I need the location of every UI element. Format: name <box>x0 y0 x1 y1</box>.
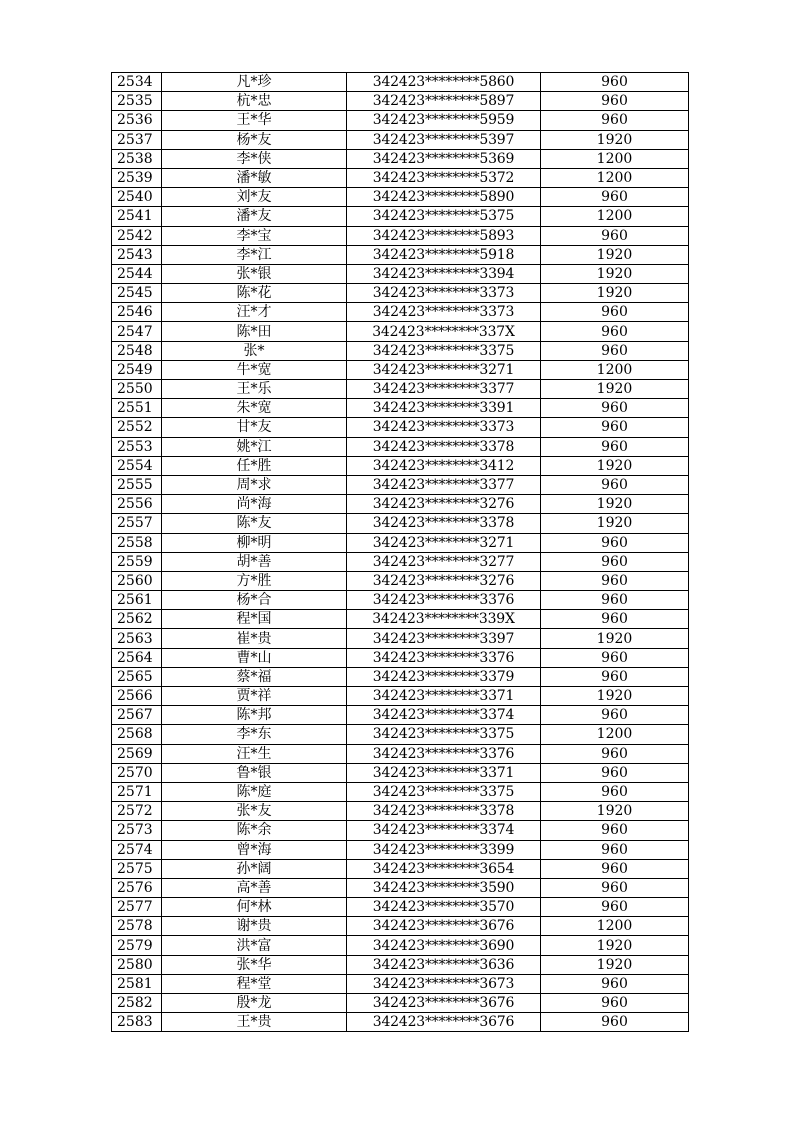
amount-cell: 960 <box>541 763 689 782</box>
table-row <box>112 552 689 571</box>
row-number-cell: 2576 <box>112 878 162 897</box>
row-number-cell: 2582 <box>112 994 162 1013</box>
name-cell: 曾*海 <box>162 840 347 859</box>
id-number-cell: 342423********3378 <box>347 437 541 456</box>
id-number-cell: 342423********3377 <box>347 475 541 494</box>
name-cell: 何*林 <box>162 898 347 917</box>
id-number-cell: 342423********3371 <box>347 687 541 706</box>
id-number-cell: 342423********3654 <box>347 859 541 878</box>
row-number-cell: 2549 <box>112 360 162 379</box>
name-cell: 王*贵 <box>162 1013 347 1032</box>
name-cell: 姚*江 <box>162 437 347 456</box>
row-number-cell: 2581 <box>112 974 162 993</box>
id-number-cell: 342423********3271 <box>347 360 541 379</box>
name-cell: 李*江 <box>162 245 347 264</box>
id-number-cell: 342423********5959 <box>347 111 541 130</box>
id-number-cell: 342423********3376 <box>347 648 541 667</box>
amount-cell: 1920 <box>541 802 689 821</box>
amount-cell: 1920 <box>541 264 689 283</box>
id-number-cell: 342423********3690 <box>347 936 541 955</box>
table-row <box>112 188 689 207</box>
table-row <box>112 341 689 360</box>
table-row <box>112 667 689 686</box>
name-cell: 程*堂 <box>162 974 347 993</box>
amount-cell: 960 <box>541 744 689 763</box>
id-number-cell: 342423********3676 <box>347 994 541 1013</box>
name-cell: 张*银 <box>162 264 347 283</box>
row-number-cell: 2580 <box>112 955 162 974</box>
row-number-cell: 2569 <box>112 744 162 763</box>
amount-cell: 960 <box>541 898 689 917</box>
amount-cell: 1920 <box>541 955 689 974</box>
table-row <box>112 92 689 111</box>
amount-cell: 960 <box>541 92 689 111</box>
table-row <box>112 898 689 917</box>
id-number-cell: 342423********3676 <box>347 1013 541 1032</box>
id-number-cell: 342423********3276 <box>347 495 541 514</box>
id-number-cell: 342423********5897 <box>347 92 541 111</box>
amount-cell: 960 <box>541 303 689 322</box>
name-cell: 王*华 <box>162 111 347 130</box>
table-row <box>112 322 689 341</box>
id-number-cell: 342423********3412 <box>347 456 541 475</box>
table-row <box>112 974 689 993</box>
row-number-cell: 2556 <box>112 495 162 514</box>
row-number-cell: 2558 <box>112 533 162 552</box>
name-cell: 陈*庭 <box>162 782 347 801</box>
table-row <box>112 437 689 456</box>
row-number-cell: 2544 <box>112 264 162 283</box>
amount-cell: 960 <box>541 591 689 610</box>
row-number-cell: 2540 <box>112 188 162 207</box>
name-cell: 牛*宽 <box>162 360 347 379</box>
row-number-cell: 2543 <box>112 245 162 264</box>
row-number-cell: 2554 <box>112 456 162 475</box>
name-cell: 汪*生 <box>162 744 347 763</box>
table-row <box>112 859 689 878</box>
row-number-cell: 2547 <box>112 322 162 341</box>
row-number-cell: 2553 <box>112 437 162 456</box>
data-table <box>111 72 689 1032</box>
table-row <box>112 245 689 264</box>
table-row <box>112 610 689 629</box>
amount-cell: 960 <box>541 706 689 725</box>
amount-cell: 960 <box>541 821 689 840</box>
table-row <box>112 763 689 782</box>
table-row <box>112 495 689 514</box>
row-number-cell: 2552 <box>112 418 162 437</box>
amount-cell: 960 <box>541 111 689 130</box>
amount-cell: 960 <box>541 648 689 667</box>
row-number-cell: 2559 <box>112 552 162 571</box>
id-number-cell: 342423********3373 <box>347 284 541 303</box>
amount-cell: 1200 <box>541 168 689 187</box>
id-number-cell: 342423********3399 <box>347 840 541 859</box>
id-number-cell: 342423********5918 <box>347 245 541 264</box>
amount-cell: 960 <box>541 974 689 993</box>
name-cell: 杭*忠 <box>162 92 347 111</box>
amount-cell: 960 <box>541 226 689 245</box>
table-row <box>112 936 689 955</box>
id-number-cell: 342423********3277 <box>347 552 541 571</box>
table-row <box>112 840 689 859</box>
name-cell: 王*乐 <box>162 380 347 399</box>
name-cell: 陈*邦 <box>162 706 347 725</box>
amount-cell: 960 <box>541 341 689 360</box>
id-number-cell: 342423********3376 <box>347 744 541 763</box>
table-row <box>112 802 689 821</box>
amount-cell: 1920 <box>541 936 689 955</box>
table-row <box>112 648 689 667</box>
id-number-cell: 342423********3373 <box>347 418 541 437</box>
name-cell: 潘*友 <box>162 207 347 226</box>
amount-cell: 960 <box>541 322 689 341</box>
table-row <box>112 782 689 801</box>
amount-cell: 1920 <box>541 687 689 706</box>
row-number-cell: 2535 <box>112 92 162 111</box>
table-row <box>112 303 689 322</box>
row-number-cell: 2542 <box>112 226 162 245</box>
row-number-cell: 2583 <box>112 1013 162 1032</box>
name-cell: 陈*花 <box>162 284 347 303</box>
row-number-cell: 2561 <box>112 591 162 610</box>
row-number-cell: 2568 <box>112 725 162 744</box>
amount-cell: 960 <box>541 475 689 494</box>
name-cell: 李*宝 <box>162 226 347 245</box>
row-number-cell: 2551 <box>112 399 162 418</box>
row-number-cell: 2541 <box>112 207 162 226</box>
id-number-cell: 342423********339X <box>347 610 541 629</box>
id-number-cell: 342423********3378 <box>347 802 541 821</box>
table-row <box>112 955 689 974</box>
name-cell: 洪*富 <box>162 936 347 955</box>
id-number-cell: 342423********5369 <box>347 149 541 168</box>
amount-cell: 1200 <box>541 360 689 379</box>
name-cell: 殷*龙 <box>162 994 347 1013</box>
row-number-cell: 2567 <box>112 706 162 725</box>
amount-cell: 1200 <box>541 149 689 168</box>
name-cell: 张* <box>162 341 347 360</box>
row-number-cell: 2573 <box>112 821 162 840</box>
id-number-cell: 342423********3378 <box>347 514 541 533</box>
row-number-cell: 2563 <box>112 629 162 648</box>
name-cell: 贾*祥 <box>162 687 347 706</box>
table-row <box>112 744 689 763</box>
table-row <box>112 168 689 187</box>
id-number-cell: 342423********3570 <box>347 898 541 917</box>
row-number-cell: 2564 <box>112 648 162 667</box>
name-cell: 谢*贵 <box>162 917 347 936</box>
name-cell: 张*友 <box>162 802 347 821</box>
amount-cell: 1920 <box>541 456 689 475</box>
row-number-cell: 2538 <box>112 149 162 168</box>
table-row <box>112 629 689 648</box>
table-row <box>112 1013 689 1032</box>
name-cell: 杨*友 <box>162 130 347 149</box>
name-cell: 刘*友 <box>162 188 347 207</box>
amount-cell: 1200 <box>541 207 689 226</box>
name-cell: 尚*海 <box>162 495 347 514</box>
name-cell: 潘*敏 <box>162 168 347 187</box>
table-row <box>112 456 689 475</box>
amount-cell: 1920 <box>541 245 689 264</box>
row-number-cell: 2555 <box>112 475 162 494</box>
name-cell: 李*东 <box>162 725 347 744</box>
table-row <box>112 475 689 494</box>
table-row <box>112 149 689 168</box>
row-number-cell: 2548 <box>112 341 162 360</box>
amount-cell: 1200 <box>541 917 689 936</box>
name-cell: 崔*贵 <box>162 629 347 648</box>
table-row <box>112 360 689 379</box>
name-cell: 柳*明 <box>162 533 347 552</box>
table-row <box>112 706 689 725</box>
row-number-cell: 2546 <box>112 303 162 322</box>
name-cell: 陈*田 <box>162 322 347 341</box>
row-number-cell: 2566 <box>112 687 162 706</box>
amount-cell: 960 <box>541 437 689 456</box>
id-number-cell: 342423********3377 <box>347 380 541 399</box>
row-number-cell: 2557 <box>112 514 162 533</box>
amount-cell: 960 <box>541 73 689 92</box>
row-number-cell: 2575 <box>112 859 162 878</box>
row-number-cell: 2550 <box>112 380 162 399</box>
id-number-cell: 342423********5397 <box>347 130 541 149</box>
id-number-cell: 342423********3391 <box>347 399 541 418</box>
amount-cell: 960 <box>541 782 689 801</box>
row-number-cell: 2572 <box>112 802 162 821</box>
name-cell: 程*国 <box>162 610 347 629</box>
id-number-cell: 342423********3276 <box>347 571 541 590</box>
name-cell: 方*胜 <box>162 571 347 590</box>
id-number-cell: 342423********3374 <box>347 821 541 840</box>
id-number-cell: 342423********3379 <box>347 667 541 686</box>
amount-cell: 960 <box>541 840 689 859</box>
amount-cell: 960 <box>541 188 689 207</box>
id-number-cell: 342423********5375 <box>347 207 541 226</box>
row-number-cell: 2534 <box>112 73 162 92</box>
id-number-cell: 342423********3375 <box>347 782 541 801</box>
name-cell: 陈*友 <box>162 514 347 533</box>
name-cell: 李*侠 <box>162 149 347 168</box>
amount-cell: 960 <box>541 418 689 437</box>
table-row <box>112 514 689 533</box>
amount-cell: 1920 <box>541 130 689 149</box>
table-row <box>112 687 689 706</box>
table-row <box>112 418 689 437</box>
table-row <box>112 878 689 897</box>
amount-cell: 960 <box>541 610 689 629</box>
name-cell: 胡*善 <box>162 552 347 571</box>
row-number-cell: 2571 <box>112 782 162 801</box>
row-number-cell: 2545 <box>112 284 162 303</box>
id-number-cell: 342423********3590 <box>347 878 541 897</box>
amount-cell: 960 <box>541 571 689 590</box>
id-number-cell: 342423********3375 <box>347 725 541 744</box>
amount-cell: 1920 <box>541 495 689 514</box>
amount-cell: 1200 <box>541 725 689 744</box>
table-row <box>112 994 689 1013</box>
table-row <box>112 73 689 92</box>
name-cell: 甘*友 <box>162 418 347 437</box>
table-row <box>112 207 689 226</box>
amount-cell: 1920 <box>541 380 689 399</box>
id-number-cell: 342423********3673 <box>347 974 541 993</box>
row-number-cell: 2574 <box>112 840 162 859</box>
amount-cell: 960 <box>541 878 689 897</box>
amount-cell: 960 <box>541 1013 689 1032</box>
name-cell: 凡*珍 <box>162 73 347 92</box>
row-number-cell: 2579 <box>112 936 162 955</box>
id-number-cell: 342423********3373 <box>347 303 541 322</box>
name-cell: 曹*山 <box>162 648 347 667</box>
name-cell: 任*胜 <box>162 456 347 475</box>
name-cell: 鲁*银 <box>162 763 347 782</box>
amount-cell: 1920 <box>541 514 689 533</box>
amount-cell: 960 <box>541 552 689 571</box>
name-cell: 朱*宽 <box>162 399 347 418</box>
name-cell: 杨*合 <box>162 591 347 610</box>
id-number-cell: 342423********5372 <box>347 168 541 187</box>
id-number-cell: 342423********5893 <box>347 226 541 245</box>
row-number-cell: 2560 <box>112 571 162 590</box>
row-number-cell: 2539 <box>112 168 162 187</box>
amount-cell: 1920 <box>541 284 689 303</box>
id-number-cell: 342423********3397 <box>347 629 541 648</box>
id-number-cell: 342423********5890 <box>347 188 541 207</box>
table-row <box>112 725 689 744</box>
id-number-cell: 342423********5860 <box>347 73 541 92</box>
table-row <box>112 380 689 399</box>
table-row <box>112 264 689 283</box>
name-cell: 孙*阔 <box>162 859 347 878</box>
table-row <box>112 533 689 552</box>
amount-cell: 1920 <box>541 629 689 648</box>
id-number-cell: 342423********3371 <box>347 763 541 782</box>
id-number-cell: 342423********3374 <box>347 706 541 725</box>
amount-cell: 960 <box>541 667 689 686</box>
id-number-cell: 342423********3376 <box>347 591 541 610</box>
id-number-cell: 342423********3375 <box>347 341 541 360</box>
amount-cell: 960 <box>541 399 689 418</box>
amount-cell: 960 <box>541 533 689 552</box>
table-row <box>112 226 689 245</box>
row-number-cell: 2570 <box>112 763 162 782</box>
table-row <box>112 399 689 418</box>
row-number-cell: 2577 <box>112 898 162 917</box>
table-row <box>112 284 689 303</box>
amount-cell: 960 <box>541 859 689 878</box>
row-number-cell: 2578 <box>112 917 162 936</box>
name-cell: 蔡*福 <box>162 667 347 686</box>
name-cell: 周*求 <box>162 475 347 494</box>
id-number-cell: 342423********3271 <box>347 533 541 552</box>
row-number-cell: 2537 <box>112 130 162 149</box>
name-cell: 高*善 <box>162 878 347 897</box>
row-number-cell: 2536 <box>112 111 162 130</box>
table-row <box>112 917 689 936</box>
table-row <box>112 591 689 610</box>
row-number-cell: 2562 <box>112 610 162 629</box>
id-number-cell: 342423********3394 <box>347 264 541 283</box>
amount-cell: 960 <box>541 994 689 1013</box>
table-row <box>112 130 689 149</box>
id-number-cell: 342423********3636 <box>347 955 541 974</box>
table-row <box>112 111 689 130</box>
name-cell: 张*华 <box>162 955 347 974</box>
table-row <box>112 571 689 590</box>
id-number-cell: 342423********337X <box>347 322 541 341</box>
table-body <box>112 73 689 1032</box>
name-cell: 汪*才 <box>162 303 347 322</box>
table-row <box>112 821 689 840</box>
name-cell: 陈*余 <box>162 821 347 840</box>
row-number-cell: 2565 <box>112 667 162 686</box>
id-number-cell: 342423********3676 <box>347 917 541 936</box>
